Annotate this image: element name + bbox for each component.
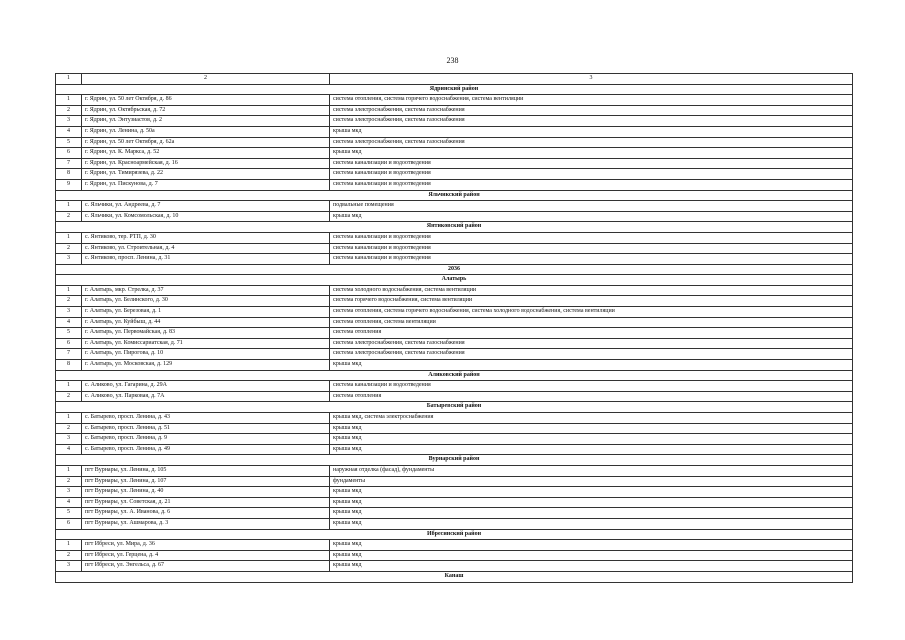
address-cell: с. Янтиково, тер. РТП, д. 30 <box>82 232 330 243</box>
page-number: 238 <box>446 56 459 65</box>
address-cell: с. Янтиково, просп. Ленина, д. 31 <box>82 254 330 265</box>
row-number: 2 <box>56 423 82 434</box>
address-cell: г. Алатырь, ул. Белинского, д. 30 <box>82 296 330 307</box>
row-number: 2 <box>56 391 82 402</box>
table-row <box>56 561 853 572</box>
address-cell: г. Ядрин, ул. Красноармейская, д. 16 <box>82 158 330 169</box>
table-row <box>56 518 853 529</box>
works-cell: крыша мкд <box>330 360 853 371</box>
works-cell: крыша мкд <box>330 561 853 572</box>
works-cell: система холодного водоснабжения, система вентиляции <box>330 285 853 296</box>
row-number: 3 <box>56 307 82 318</box>
address-cell: г. Ядрин, ул. Энтузиастов, д. 2 <box>82 116 330 127</box>
section-header-row <box>56 264 853 275</box>
address-cell: г. Алатырь, ул. Пирогова, д. 10 <box>82 349 330 360</box>
table-row <box>56 201 853 212</box>
works-cell: крыша мкд <box>330 423 853 434</box>
works-cell: система горячего водоснабжения, система вентиляции <box>330 296 853 307</box>
section-title: Яльчикский район <box>56 190 853 201</box>
repair-schedule-table <box>55 73 853 583</box>
table-row <box>56 137 853 148</box>
address-cell: г. Алатырь, ул. Комиссариатская, д. 71 <box>82 338 330 349</box>
table-row <box>56 434 853 445</box>
address-cell: г. Ядрин, ул. Пискунова, д. 7 <box>82 179 330 190</box>
table-row <box>56 317 853 328</box>
address-cell: пгт Вурнары, ул. Ашмарова, д. 3 <box>82 518 330 529</box>
row-number: 3 <box>56 561 82 572</box>
works-cell: система отопления, система горячего водоснабжения, система вентиляции <box>330 95 853 106</box>
column-number-1: 1 <box>56 74 82 85</box>
row-number: 5 <box>56 508 82 519</box>
row-number: 3 <box>56 254 82 265</box>
table-row <box>56 116 853 127</box>
table-row <box>56 360 853 371</box>
row-number: 6 <box>56 518 82 529</box>
works-cell: крыша мкд <box>330 550 853 561</box>
table-row <box>56 126 853 137</box>
row-number: 1 <box>56 465 82 476</box>
row-number: 7 <box>56 349 82 360</box>
works-cell: фундаменты <box>330 476 853 487</box>
row-number: 6 <box>56 148 82 159</box>
works-cell: крыша мкд <box>330 148 853 159</box>
table-row <box>56 169 853 180</box>
table-row <box>56 254 853 265</box>
table-row <box>56 497 853 508</box>
section-header-row <box>56 275 853 286</box>
works-cell: крыша мкд <box>330 434 853 445</box>
row-number: 9 <box>56 179 82 190</box>
table-row <box>56 487 853 498</box>
works-cell: система электроснабжения, система газоснабжения <box>330 349 853 360</box>
row-number: 5 <box>56 137 82 148</box>
works-cell: система канализации и водоотведения <box>330 232 853 243</box>
row-number: 5 <box>56 328 82 339</box>
works-cell: наружная отделка (фасад), фундаменты <box>330 465 853 476</box>
address-cell: пгт Вурнары, ул. Ленина, д. 105 <box>82 465 330 476</box>
table-body <box>56 74 853 583</box>
section-header-row <box>56 402 853 413</box>
row-number: 2 <box>56 105 82 116</box>
table-row <box>56 508 853 519</box>
row-number: 1 <box>56 95 82 106</box>
works-cell: крыша мкд <box>330 518 853 529</box>
row-number: 1 <box>56 232 82 243</box>
address-cell: с. Яльчики, ул. Андреева, д. 7 <box>82 201 330 212</box>
works-cell: система отопления <box>330 391 853 402</box>
address-cell: с. Аликово, ул. Парковая, д. 7А <box>82 391 330 402</box>
works-cell: крыша мкд, система электроснабжения <box>330 413 853 424</box>
works-cell: система отопления, система горячего водоснабжения, система холодного водоснабжения, система вентиляции <box>330 307 853 318</box>
works-cell: крыша мкд <box>330 126 853 137</box>
works-cell: крыша мкд <box>330 540 853 551</box>
works-cell: крыша мкд <box>330 444 853 455</box>
row-number: 1 <box>56 381 82 392</box>
row-number: 7 <box>56 158 82 169</box>
section-header-row <box>56 222 853 233</box>
section-header-row <box>56 529 853 540</box>
table-row <box>56 465 853 476</box>
table-row <box>56 148 853 159</box>
address-cell: с. Батырево, просп. Ленина, д. 51 <box>82 423 330 434</box>
section-title: Аликовский район <box>56 370 853 381</box>
table-row <box>56 381 853 392</box>
address-cell: г. Ядрин, ул. 50 лет Октября, д. 62а <box>82 137 330 148</box>
row-number: 3 <box>56 434 82 445</box>
column-number-2: 2 <box>82 74 330 85</box>
table-row <box>56 285 853 296</box>
address-cell: г. Алатырь, ул. Куйбыш, д. 44 <box>82 317 330 328</box>
table-row <box>56 232 853 243</box>
table-row <box>56 444 853 455</box>
address-cell: г. Алатырь, ул. Березовая, д. 1 <box>82 307 330 318</box>
address-cell: пгт Ибреси, ул. Мира, д. 36 <box>82 540 330 551</box>
section-title: Канаш <box>56 571 853 582</box>
address-cell: г. Ядрин, ул. Октябрьская, д. 72 <box>82 105 330 116</box>
works-cell: система канализации и водоотведения <box>330 381 853 392</box>
address-cell: г. Ядрин, ул. Тимирязева, д. 22 <box>82 169 330 180</box>
section-title: Батыревский район <box>56 402 853 413</box>
address-cell: г. Ядрин, ул. 50 лет Октября, д. 86 <box>82 95 330 106</box>
table-row <box>56 158 853 169</box>
address-cell: г. Алатырь, ул. Московская, д. 129 <box>82 360 330 371</box>
address-cell: с. Батырево, просп. Ленина, д. 43 <box>82 413 330 424</box>
address-cell: г. Ядрин, ул. К. Маркса, д. 52 <box>82 148 330 159</box>
table-row <box>56 391 853 402</box>
table-row <box>56 105 853 116</box>
table-row <box>56 423 853 434</box>
address-cell: г. Ядрин, ул. Ленина, д. 50а <box>82 126 330 137</box>
works-cell: система электроснабжения, система газоснабжения <box>330 137 853 148</box>
row-number: 1 <box>56 540 82 551</box>
table-row <box>56 296 853 307</box>
works-cell: система электроснабжения, система газоснабжения <box>330 338 853 349</box>
row-number: 8 <box>56 169 82 180</box>
section-title: Ядринский район <box>56 84 853 95</box>
address-cell: пгт Ибреси, ул. Герцена, д. 4 <box>82 550 330 561</box>
works-cell: система канализации и водоотведения <box>330 158 853 169</box>
row-number: 8 <box>56 360 82 371</box>
address-cell: с. Аликово, ул. Гагарина, д. 29А <box>82 381 330 392</box>
section-header-row <box>56 571 853 582</box>
section-header-row <box>56 455 853 466</box>
row-number: 2 <box>56 243 82 254</box>
works-cell: система канализации и водоотведения <box>330 169 853 180</box>
table-row <box>56 211 853 222</box>
table-row <box>56 243 853 254</box>
works-cell: подвальные помещения <box>330 201 853 212</box>
works-cell: система электроснабжения, система газоснабжения <box>330 105 853 116</box>
table-row <box>56 328 853 339</box>
column-number-3: 3 <box>330 74 853 85</box>
section-header-row <box>56 84 853 95</box>
works-cell: крыша мкд <box>330 508 853 519</box>
table-row <box>56 476 853 487</box>
table-row <box>56 550 853 561</box>
section-header-row <box>56 190 853 201</box>
row-number: 4 <box>56 497 82 508</box>
address-cell: г. Алатырь, ул. Первомайская, д. 83 <box>82 328 330 339</box>
row-number: 4 <box>56 317 82 328</box>
row-number: 2 <box>56 550 82 561</box>
table-row <box>56 349 853 360</box>
row-number: 3 <box>56 487 82 498</box>
works-cell: крыша мкд <box>330 487 853 498</box>
section-title: Ибресинский район <box>56 529 853 540</box>
address-cell: с. Батырево, просп. Ленина, д. 9 <box>82 434 330 445</box>
section-title: Янтиковский район <box>56 222 853 233</box>
row-number: 4 <box>56 444 82 455</box>
section-title: 2036 <box>56 264 853 275</box>
table-row <box>56 338 853 349</box>
address-cell: пгт Вурнары, ул. Ленина, д. 40 <box>82 487 330 498</box>
table-row <box>56 307 853 318</box>
row-number: 1 <box>56 413 82 424</box>
column-number-row <box>56 74 853 85</box>
works-cell: крыша мкд <box>330 211 853 222</box>
section-header-row <box>56 370 853 381</box>
address-cell: г. Алатырь, мкр. Стрелка, д. 37 <box>82 285 330 296</box>
works-cell: система канализации и водоотведения <box>330 254 853 265</box>
address-cell: пгт Ибреси, ул. Энгельса, д. 67 <box>82 561 330 572</box>
works-cell: система канализации и водоотведения <box>330 243 853 254</box>
address-cell: с. Янтиково, ул. Строительная, д. 4 <box>82 243 330 254</box>
row-number: 2 <box>56 476 82 487</box>
works-cell: система канализации и водоотведения <box>330 179 853 190</box>
works-cell: система отопления <box>330 328 853 339</box>
address-cell: пгт Вурнары, ул. Советская, д. 21 <box>82 497 330 508</box>
section-title: Вурнарский район <box>56 455 853 466</box>
address-cell: пгт Вурнары, ул. А. Иванова, д. 6 <box>82 508 330 519</box>
table-row <box>56 179 853 190</box>
address-cell: с. Яльчики, ул. Комсомольская, д. 10 <box>82 211 330 222</box>
address-cell: пгт Вурнары, ул. Ленина, д. 107 <box>82 476 330 487</box>
row-number: 1 <box>56 201 82 212</box>
table-row <box>56 95 853 106</box>
section-title: Алатырь <box>56 275 853 286</box>
row-number: 3 <box>56 116 82 127</box>
address-cell: с. Батырево, просп. Ленина, д. 49 <box>82 444 330 455</box>
row-number: 1 <box>56 285 82 296</box>
table-row <box>56 413 853 424</box>
row-number: 4 <box>56 126 82 137</box>
works-cell: система электроснабжения, система газоснабжения <box>330 116 853 127</box>
table-row <box>56 540 853 551</box>
row-number: 6 <box>56 338 82 349</box>
works-cell: крыша мкд <box>330 497 853 508</box>
row-number: 2 <box>56 211 82 222</box>
works-cell: система отопления, система вентиляции <box>330 317 853 328</box>
row-number: 2 <box>56 296 82 307</box>
